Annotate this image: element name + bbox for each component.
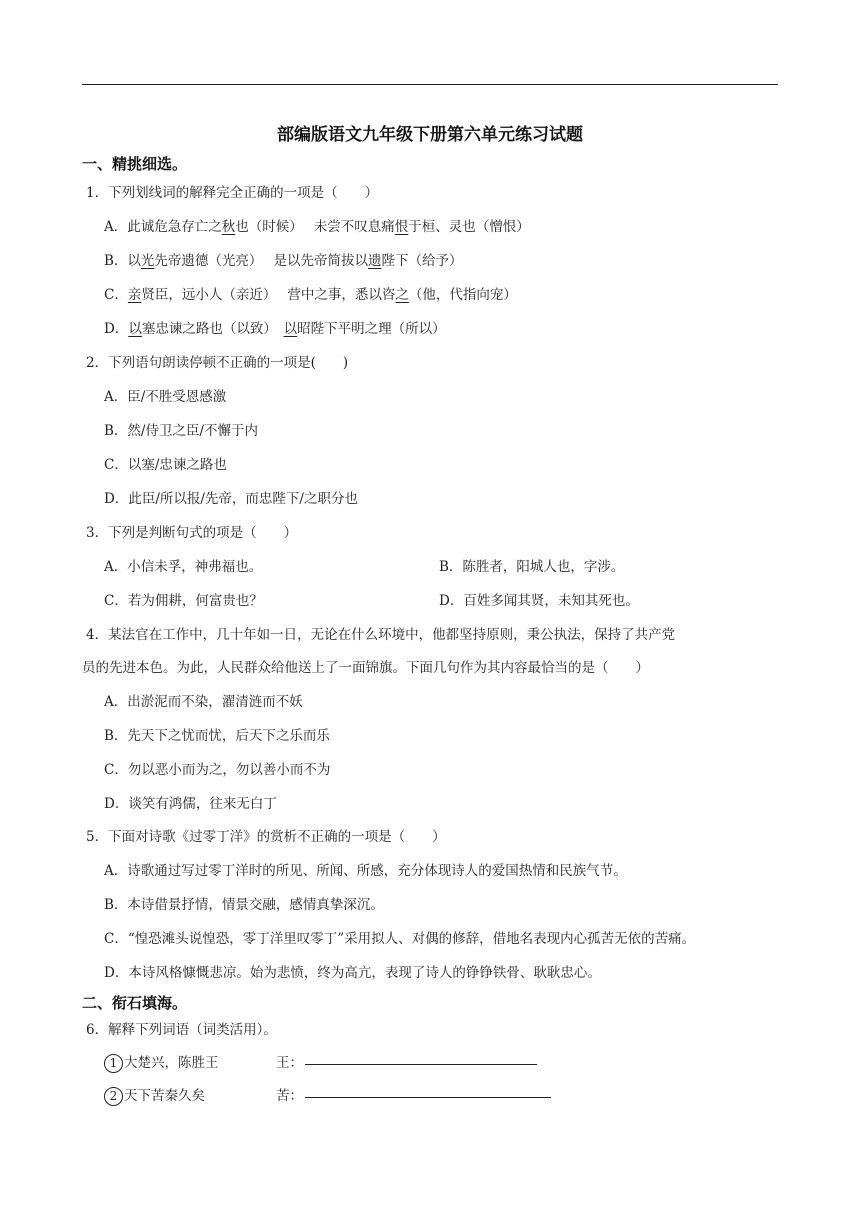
question-3-option-c: C．若为佣耕，何富贵也？ [104,593,263,609]
question-6-item-2: 2 天下苦秦久矣 苦： [104,1086,551,1106]
question-5-option-c: C．“惶恐滩头说惶恐，零丁洋里叹零丁”采用拟人、对偶的修辞，借地名表现内心孤苦无依的苦痛。 [104,931,696,947]
question-4-stem-line2: 员的先进本色。为此，人民群众给他送上了一面锦旗。下面几句作为其内容最恰当的是（ ） [82,660,649,676]
question-5-stem: 5．下面对诗歌《过零丁洋》的赏析不正确的一项是（ ） [86,829,446,845]
question-4-option-d: D．谈笑有鸿儒，往来无白丁 [104,796,277,812]
question-4-option-b: B．先天下之忧而忧，后天下之乐而乐 [104,728,330,744]
circled-number: 2 [104,1087,123,1106]
question-2-option-a: A．臣/不胜受恩感激 [104,389,227,405]
question-4-option-c: C．勿以恶小而为之，勿以善小而不为 [104,762,331,778]
question-2-option-b: B．然/侍卫之臣/不懈于内 [104,423,259,439]
question-3-option-a: A．小信未孚，神弗福也。 [104,559,263,575]
section-heading-1: 一、精挑细选。 [82,155,188,173]
question-6-item-1: 1 大楚兴，陈胜王 王： [104,1053,537,1073]
question-4-option-a: A．出淤泥而不染，濯清涟而不妖 [104,694,303,710]
answer-blank[interactable] [305,1096,551,1098]
question-2-option-d: D．此臣/所以报/先帝，而忠陛下/之职分也 [104,491,358,507]
answer-blank[interactable] [305,1063,537,1065]
question-1-option-c: C．亲贤臣，远小人（亲近） 营中之事，悉以咨之（他，代指向宠） [104,287,517,303]
question-6-stem: 6．解释下列词语（词类活用）。 [86,1022,277,1038]
circled-number: 1 [104,1054,123,1073]
question-2-stem: 2．下列语句朗读停顿不正确的一项是( ) [86,355,349,371]
question-5-option-a: A．诗歌通过写过零丁洋时的所见、所闻、所感，充分体现诗人的爱国热情和民族气节。 [104,863,627,879]
question-1-option-a: A．此诚危急存亡之秋也（时候） 未尝不叹息痛恨于桓、灵也（憎恨） [104,219,530,235]
page-title: 部编版语文九年级下册第六单元练习试题 [277,125,583,145]
question-3-option-b: B．陈胜者，阳城人也，字涉。 [439,559,625,575]
question-3-stem: 3．下列是判断句式的项是（ ） [86,525,298,541]
question-1-option-d: D．以塞忠谏之路也（以致） 以昭陛下平明之理（所以） [104,321,446,337]
question-3-option-d: D．百姓多闻其贤，未知其死也。 [439,593,639,609]
section-heading-2: 二、衔石填海。 [82,994,188,1012]
question-2-option-c: C．以塞/忠谏之路也 [104,457,227,473]
question-5-option-d: D．本诗风格慷慨悲凉。始为悲愤，终为高亢，表现了诗人的铮铮铁骨、耿耿忠心。 [104,965,601,981]
question-1-option-b: B．以光先帝遗德（光亮） 是以先帝简拔以遗陛下（给予） [104,253,463,269]
header-rule [82,84,778,85]
question-5-option-b: B．本诗借景抒情，情景交融，感情真挚深沉。 [104,897,384,913]
question-4-stem-line1: 4．某法官在工作中，几十年如一日，无论在什么环境中，他都坚持原则，秉公执法，保持了共产党 [86,627,676,643]
question-1-stem: 1．下列划线词的解释完全正确的一项是（ ） [86,185,379,201]
